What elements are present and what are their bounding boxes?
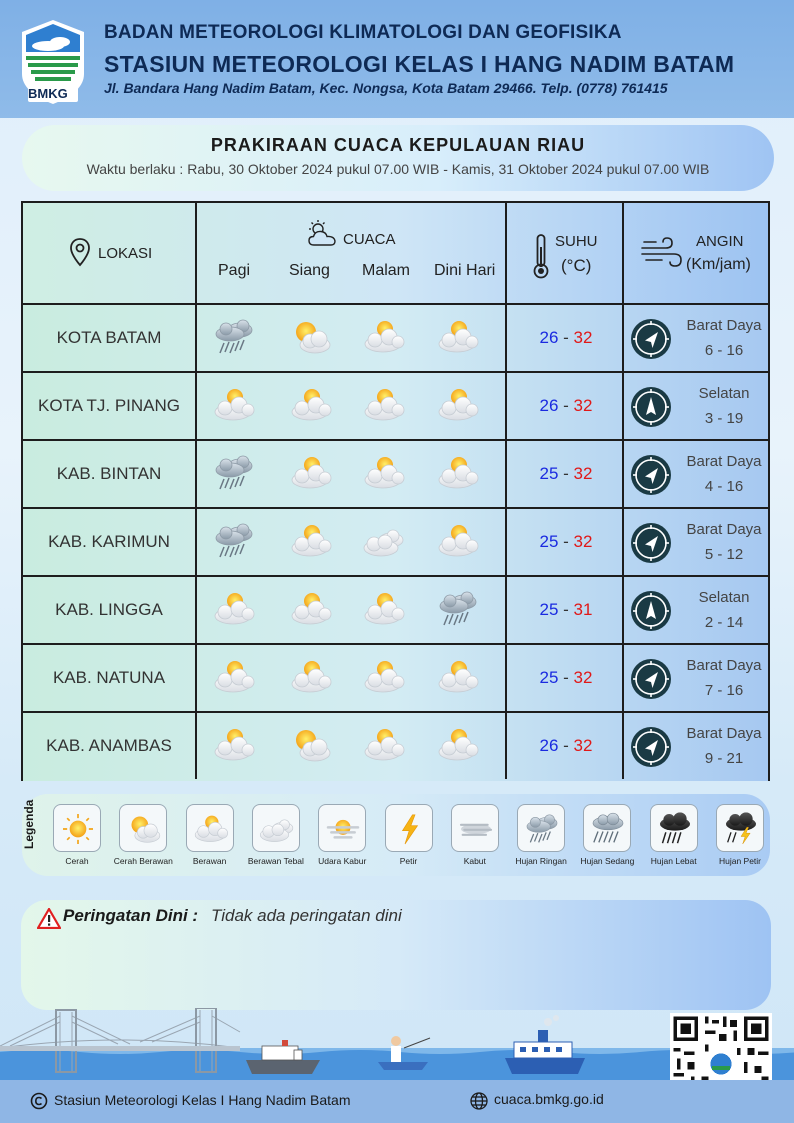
berawan-tebal-icon xyxy=(360,521,408,561)
hujan-ringan-icon xyxy=(210,521,258,561)
column-location: LOKASI xyxy=(98,245,153,262)
temp-min: 26 xyxy=(539,736,559,755)
hujan-ringan-icon xyxy=(210,453,258,493)
hujan-ringan-icon xyxy=(210,317,258,357)
wind-speed: 7 - 16 xyxy=(704,682,744,699)
legend-item xyxy=(707,804,773,866)
forecast-table xyxy=(21,201,770,781)
page-title: PRAKIRAAN CUACA KEPULAUAN RIAU xyxy=(210,135,586,155)
row-location: KAB. NATUNA xyxy=(52,668,166,687)
row-temperature: 26 - 32 xyxy=(539,736,593,755)
wind-direction: Selatan xyxy=(698,385,750,402)
wind-speed: 3 - 19 xyxy=(704,410,744,427)
cerah-berawan-icon xyxy=(124,809,164,849)
table-row xyxy=(23,441,768,509)
legend-item xyxy=(574,804,640,866)
table-row xyxy=(23,645,768,713)
southwest-compass-icon xyxy=(630,726,672,768)
legend-item xyxy=(376,804,442,866)
warning-label: Peringatan Dini : xyxy=(63,906,199,925)
berawan-icon xyxy=(434,657,482,697)
legend-item xyxy=(110,804,176,866)
southwest-compass-icon xyxy=(630,318,672,360)
temp-min: 25 xyxy=(539,532,559,551)
table-row xyxy=(23,509,768,577)
wind-speed: 9 - 21 xyxy=(704,750,744,767)
period-pagi: Pagi xyxy=(218,262,251,279)
wind-speed: 2 - 14 xyxy=(704,614,744,631)
temp-min: 26 xyxy=(539,396,559,415)
temp-max: 32 xyxy=(573,668,593,687)
footer xyxy=(0,1080,794,1123)
station-name: STASIUN METEOROLOGI KELAS I HANG NADIM BATAM xyxy=(104,51,735,77)
warning-icon xyxy=(37,908,61,929)
petir-icon xyxy=(390,809,430,849)
wind-icon xyxy=(640,235,684,269)
legend-title: Legenda xyxy=(22,799,36,849)
copyright-icon xyxy=(30,1092,48,1110)
temp-max: 32 xyxy=(573,328,593,347)
cerah-icon xyxy=(58,809,98,849)
wind-speed: 4 - 16 xyxy=(704,478,744,495)
cerah-berawan-icon xyxy=(287,317,335,357)
legend-label: Petir xyxy=(399,856,418,866)
wind-speed: 6 - 16 xyxy=(704,342,744,359)
column-temperature-unit: (°C) xyxy=(561,256,592,275)
temp-min: 25 xyxy=(539,668,559,687)
period-dini-hari: Dini Hari xyxy=(434,262,496,279)
legend-label: Hujan Lebat xyxy=(650,856,697,866)
column-temperature: SUHU xyxy=(555,233,598,250)
column-wind: ANGIN xyxy=(696,233,744,250)
period-malam: Malam xyxy=(362,262,411,279)
legend-label: Hujan Petir xyxy=(718,856,762,866)
legend-item xyxy=(641,804,707,866)
southwest-compass-icon xyxy=(630,522,672,564)
cerah-berawan-icon xyxy=(287,725,335,765)
header-banner xyxy=(0,0,794,118)
temp-max: 32 xyxy=(573,532,593,551)
logo-text: BMKG xyxy=(28,86,68,101)
row-temperature: 26 - 32 xyxy=(539,328,593,347)
hujan-sedang-icon xyxy=(588,809,628,849)
kabut-icon xyxy=(456,809,496,849)
table-row xyxy=(23,373,768,441)
wind-direction: Barat Daya xyxy=(686,521,762,538)
column-weather: CUACA xyxy=(343,231,396,248)
station-address: Jl. Bandara Hang Nadim Batam, Kec. Nongsa, Kota Batam 29466. Telp. (0778) 761415 xyxy=(104,80,668,96)
temp-min: 26 xyxy=(539,328,559,347)
berawan-icon xyxy=(360,453,408,493)
validity-period: Waktu berlaku : Rabu, 30 Oktober 2024 pukul 07.00 WIB - Kamis, 31 Oktober 2024 pukul 07.00 WIB xyxy=(86,161,710,177)
temp-max: 32 xyxy=(573,736,593,755)
wind-direction: Selatan xyxy=(698,589,750,606)
legend-label: Cerah xyxy=(65,856,89,866)
legend-label: Udara Kabur xyxy=(318,856,367,866)
berawan-icon xyxy=(360,317,408,357)
row-location: KAB. LINGGA xyxy=(55,600,163,619)
berawan-icon xyxy=(287,385,335,425)
table-row xyxy=(23,305,768,373)
legend-item xyxy=(243,804,309,866)
row-location: KOTA BATAM xyxy=(56,328,162,347)
legend-panel xyxy=(22,794,770,876)
temp-max: 32 xyxy=(573,396,593,415)
berawan-tebal-icon xyxy=(257,809,297,849)
table-row xyxy=(23,577,768,645)
legend-label: Hujan Sedang xyxy=(580,856,635,866)
hujan-lebat-icon xyxy=(655,809,695,849)
temp-max: 31 xyxy=(573,600,593,619)
table-header xyxy=(23,203,768,305)
legend-item xyxy=(309,804,375,866)
berawan-icon xyxy=(360,589,408,629)
row-temperature: 25 - 32 xyxy=(539,668,593,687)
legend-label: Berawan Tebal xyxy=(247,856,304,866)
title-panel xyxy=(22,125,774,191)
row-location: KAB. BINTAN xyxy=(56,464,162,483)
berawan-icon xyxy=(287,521,335,561)
temp-min: 25 xyxy=(539,464,559,483)
row-location: KAB. ANAMBAS xyxy=(46,736,172,755)
early-warning-panel xyxy=(21,900,771,1010)
berawan-icon xyxy=(434,453,482,493)
wind-direction: Barat Daya xyxy=(686,657,762,674)
berawan-icon xyxy=(287,657,335,697)
berawan-icon xyxy=(210,589,258,629)
legend-label: Cerah Berawan xyxy=(113,856,173,866)
column-wind-unit: (Km/jam) xyxy=(686,256,751,273)
berawan-icon xyxy=(210,385,258,425)
wind-direction: Barat Daya xyxy=(686,453,762,470)
row-location: KOTA TJ. PINANG xyxy=(37,396,180,415)
hujan-ringan-icon xyxy=(434,589,482,629)
table-row xyxy=(23,713,768,781)
location-pin-icon xyxy=(69,237,91,267)
organization-name: BADAN METEOROLOGI KLIMATOLOGI DAN GEOFISIKA xyxy=(104,22,622,43)
southwest-compass-icon xyxy=(630,454,672,496)
footer-copyright: Stasiun Meteorologi Kelas I Hang Nadim Batam xyxy=(54,1092,351,1108)
berawan-icon xyxy=(434,521,482,561)
berawan-icon xyxy=(434,725,482,765)
south-compass-icon xyxy=(630,590,672,632)
legend-item xyxy=(177,804,243,866)
row-temperature: 26 - 32 xyxy=(539,396,593,415)
berawan-icon xyxy=(210,725,258,765)
row-temperature: 25 - 31 xyxy=(539,600,593,619)
wind-direction: Barat Daya xyxy=(686,317,762,334)
weather-header-icon xyxy=(306,219,338,249)
temp-max: 32 xyxy=(573,464,593,483)
legend-item xyxy=(508,804,574,866)
wind-speed: 5 - 12 xyxy=(704,546,744,563)
berawan-icon xyxy=(434,317,482,357)
globe-icon xyxy=(469,1091,489,1111)
berawan-icon xyxy=(210,657,258,697)
warning-text: Tidak ada peringatan dini xyxy=(211,906,402,925)
berawan-icon xyxy=(360,725,408,765)
period-siang: Siang xyxy=(289,262,330,279)
berawan-icon xyxy=(287,453,335,493)
hujan-petir-icon xyxy=(721,809,761,849)
udara-kabur-icon xyxy=(323,809,363,849)
row-temperature: 25 - 32 xyxy=(539,464,593,483)
berawan-icon xyxy=(191,809,231,849)
southwest-compass-icon xyxy=(630,658,672,700)
thermometer-icon xyxy=(531,233,551,279)
berawan-icon xyxy=(434,385,482,425)
wind-direction: Barat Daya xyxy=(686,725,762,742)
berawan-icon xyxy=(360,657,408,697)
legend-label: Berawan xyxy=(192,856,227,866)
footer-website-link[interactable]: cuaca.bmkg.go.id xyxy=(494,1091,604,1107)
berawan-icon xyxy=(287,589,335,629)
legend-label: Hujan Ringan xyxy=(515,856,567,866)
berawan-icon xyxy=(360,385,408,425)
legend-label: Kabut xyxy=(463,856,486,866)
legend-item xyxy=(442,804,508,866)
legend-item xyxy=(44,804,110,866)
south-compass-icon xyxy=(630,386,672,428)
row-location: KAB. KARIMUN xyxy=(48,532,170,551)
temp-min: 25 xyxy=(539,600,559,619)
row-temperature: 25 - 32 xyxy=(539,532,593,551)
hujan-ringan-icon xyxy=(522,809,562,849)
